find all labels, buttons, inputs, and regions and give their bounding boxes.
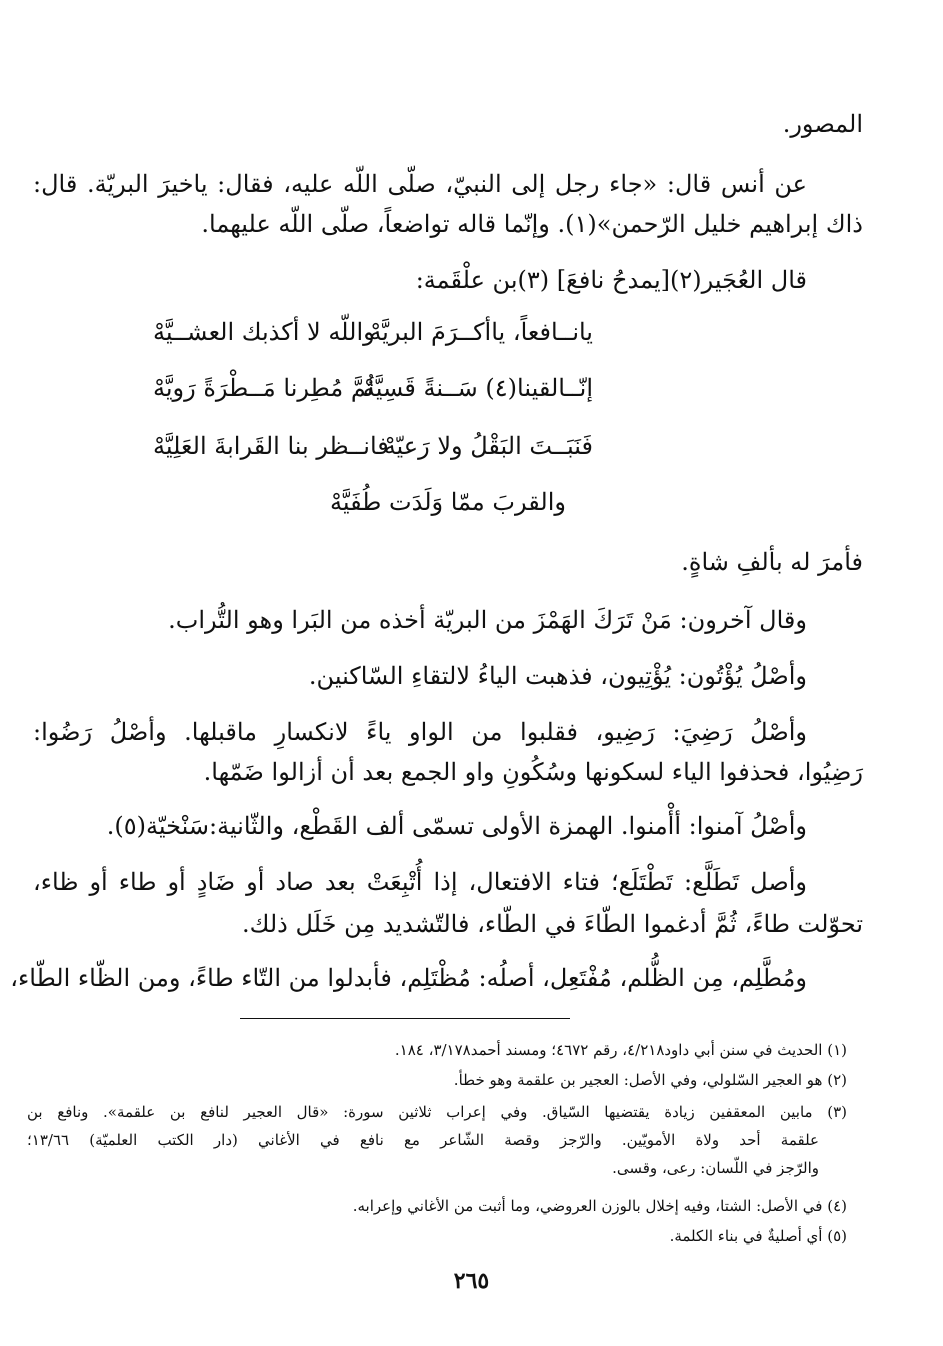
footnote-continuation: علقمة أحد ولاة الأمويّين. والرّجز وقصة الشّاعر مع نافع في الأغاني (دار الكتب العلميّة) ١٣/٦٦؛ xyxy=(27,1131,819,1149)
poem-hemistich-first: يانــافعاً، ياأكــرَمَ البريَّهْ xyxy=(369,318,593,346)
poem-hemistich-second: واللّه لا أكذبك العشــيَّهْ xyxy=(153,318,375,346)
footnote: (٤) في الأصل: الشتا، وفيه إخلال بالوزن العروضي، وما أثبت من الأغاني وإعرابه. xyxy=(352,1197,847,1215)
page-number: ٢٦٥ xyxy=(453,1268,490,1294)
poem-hemistich-first: إنّــالقينا(٤) سَــنةً قَسِيَّهْ xyxy=(362,374,593,402)
text-line: وأصْلُ يُؤْتُون: يُؤْتِيون، فذهبت الياءُ لالتقاءِ السّاكنين. xyxy=(308,662,807,690)
text-line: عن أنس قال: «جاء رجل إلى النبيّ، صلّى اللّه عليه، فقال: ياخيرَ البريّة. قال: xyxy=(33,170,808,198)
poem-hemistich-first: فَنَبَــتَ البَقْلُ ولا رَعيّهْ xyxy=(383,432,593,460)
poem-row xyxy=(33,426,863,466)
text-line: وأصل تَطَلَّع: تَطْتَلَع؛ فتاء الافتعال، إذا أُتْبِعَتْ بعد صاد أو ضَادٍ أو طاء أو ظاء، xyxy=(33,868,807,896)
text-line: المصور. xyxy=(782,110,863,138)
text-line: ومُطَّلِم، مِن الظُّلم، مُفْتَعِل، أصلُه: مُظْتَلِم، فأبدلوا من التّاء طاءً، ومن الظّاء الطّاء، xyxy=(10,964,807,992)
footnote: (١) الحديث في سنن أبي داود٤/٢١٨، رقم ٤٦٧٢؛ ومسند أحمد٣/١٧٨، ١٨٤. xyxy=(394,1041,847,1059)
poem-row xyxy=(33,368,863,408)
text-line: رَضِيُوا، فحذفوا الياء لسكونها وسُكُونِ واو الجمع بعد أن أزالوا ضَمّها. xyxy=(203,758,863,786)
text-line: ذاك إبراهيم خليل الرّحمن»(١). وإنّما قاله تواضعاً، صلّى اللّه عليهما. xyxy=(201,210,863,238)
poem-row xyxy=(33,312,863,352)
footnote: (٢) هو العجير السّلولي، وفي الأصل: العجير بن علقمة وهو خطأ. xyxy=(453,1071,847,1089)
text-line: قال العُجَير(٢)[يمدحُ نافعَ] (٣)بن علْقَمة: xyxy=(415,266,807,294)
text-line: فأمرَ له بألفِ شاةٍ. xyxy=(681,548,863,576)
footnote-divider xyxy=(240,1018,570,1019)
text-line: وأصْلُ رَضِيَ: رَضِيو، فقلبوا من الواو ياءً لانكسارِ ماقبلها. وأصْلُ رَضُوا: xyxy=(33,718,807,746)
poem-last-line: والقربَ ممّا وَلَدَت طُفَيَّهْ xyxy=(330,488,566,516)
footnote: (٣) مابين المعقفين زيادة يقتضيها السّياق. وفي إعراب ثلاثين سورة: «قال العجير لنافع بن علقمة». ونافع بن xyxy=(27,1103,847,1121)
text-line: وأصْلُ آمنوا: أأْمنوا. الهمزة الأولى تسمّى ألف القَطْع، والثّانية:سَنْخيّة(٥). xyxy=(106,812,807,840)
poem-hemistich-second: ثُمَّ مُطِرنا مَــطْرَةً رَويَّهْ xyxy=(153,374,374,402)
poem-hemistich-second: فانــظر بنا القَرابةَ العَلِيَّهْ xyxy=(153,432,389,460)
text-line: وقال آخرون: مَنْ تَرَكَ الهَمْزَ من البريّة أخذه من البَرا وهو التُّراب. xyxy=(168,606,807,634)
footnote: (٥) أي أصليةٌ في بناء الكلمة. xyxy=(669,1227,847,1245)
text-line: تحوّلت طاءً، ثُمَّ أدغموا الطّاءَ في الطّاء، فالتّشديد مِن خَلَل ذلك. xyxy=(242,910,863,938)
poem-row xyxy=(33,482,863,522)
footnote-continuation: والرّجز في اللّسان: رعى، وقسى. xyxy=(612,1159,819,1177)
